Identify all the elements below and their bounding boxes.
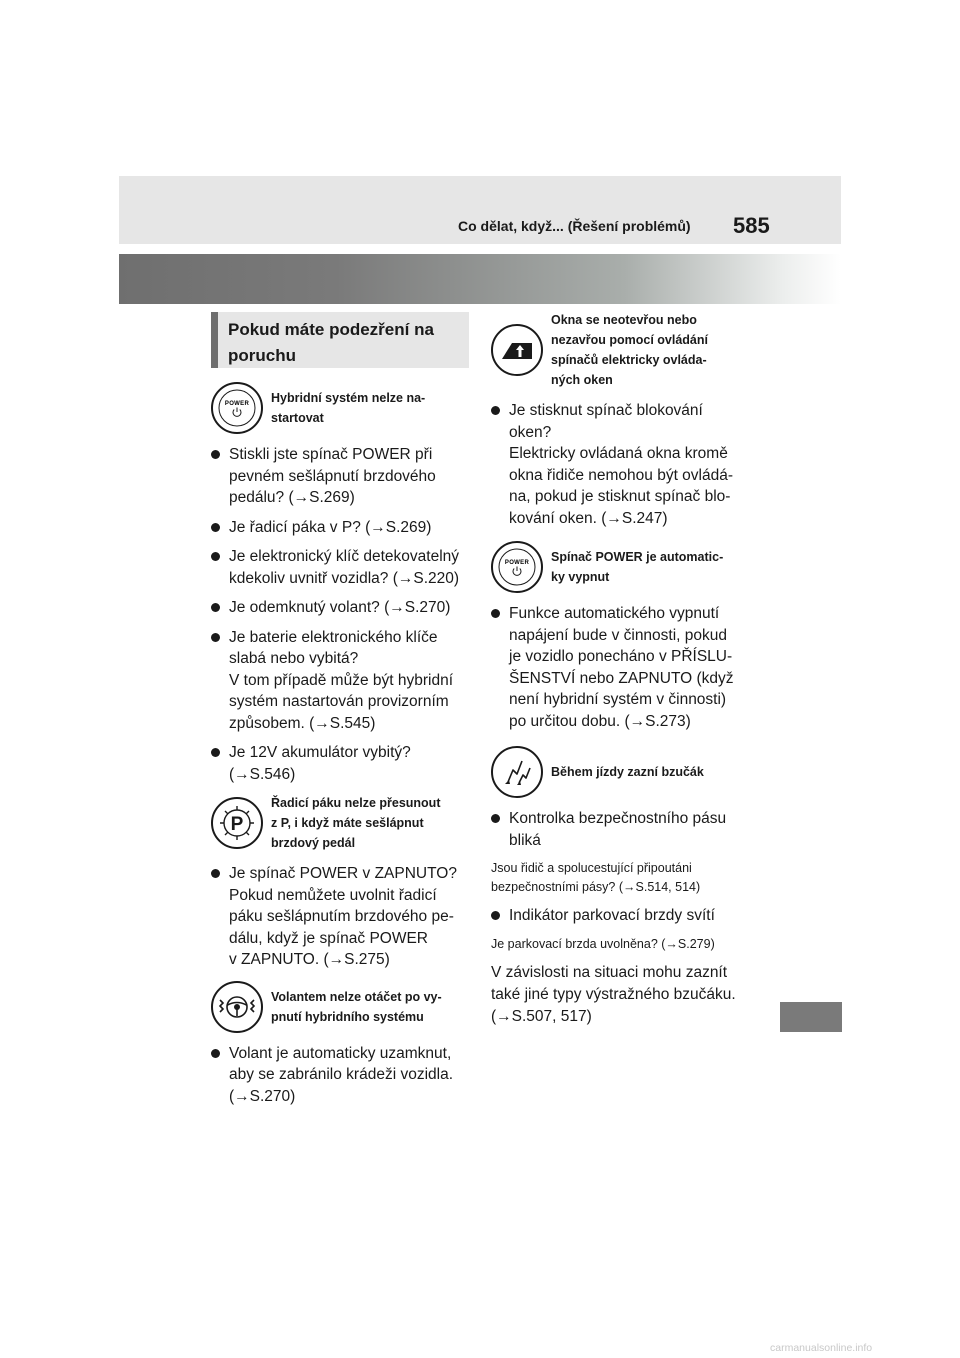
bullet-line: Je stisknut spínač blokování: [509, 402, 703, 419]
bullet-item: [491, 603, 759, 732]
section-heading: [211, 312, 469, 368]
subsection-label: [271, 388, 425, 428]
label-line: startovat: [271, 411, 324, 425]
bullet-line: Stiskli jste spínač POWER při: [229, 446, 433, 463]
power-button-icon: [211, 382, 263, 434]
bullet-line: Volant je automaticky uzamknut,: [229, 1044, 452, 1062]
bullet-line: okna řidiče nemohou být ovládá-: [509, 466, 734, 484]
subsection-label: [551, 547, 723, 587]
bullet-item: [211, 742, 473, 785]
bullet-line: (→S.546): [229, 765, 296, 783]
label-line: pnutí hybridního systému: [271, 1009, 424, 1024]
bullet-line: Je řadicí páka v P? (→S.269): [229, 518, 432, 536]
bullet-line: Je elektronický klíč detekovatelný: [229, 548, 460, 565]
label-line: spínačů elektricky ovláda-: [551, 353, 707, 367]
bullet-item: [211, 627, 473, 735]
bullet-item: [211, 444, 473, 509]
bullet-line: slabá nebo vybitá?: [229, 650, 359, 667]
bullet-line: (→S.270): [229, 1087, 296, 1105]
bullet-line: způsobem. (→S.545): [229, 714, 376, 732]
bullet-list: [211, 1043, 473, 1108]
bullet-item: [211, 546, 473, 589]
bullet-line: ŠENSTVÍ nebo ZAPNUTO (když: [509, 669, 734, 687]
bullet-line: aby se zabránilo krádeži vozidla.: [229, 1066, 454, 1083]
bullet-line: systém nastartován provizorním: [229, 693, 449, 710]
label-line: ných oken: [551, 373, 613, 387]
bullet-line: není hybridní systém v činnosti): [509, 691, 727, 708]
steering-wheel-lock-icon: [211, 981, 263, 1033]
subsection-label: [271, 987, 442, 1027]
label-line: Spínač POWER je automatic-: [551, 550, 724, 564]
p-letter: P: [230, 814, 244, 835]
label-line: Volantem nelze otáčet po vy-: [271, 989, 442, 1004]
bullet-item: [211, 1043, 473, 1108]
bullet-list: [491, 400, 759, 529]
note-line: bezpečnostními pásy? (→S.514, 514): [491, 880, 701, 894]
bullet-line: pedálu? (→S.269): [229, 489, 355, 506]
note-line: Jsou řidič a spolucestující připoutáni: [491, 861, 692, 875]
label-line: ky vypnut: [551, 570, 610, 584]
bullet-line: Pokud nemůžete uvolnit řadicí: [229, 886, 437, 904]
bullet-list: [491, 603, 759, 732]
right-column: [491, 310, 759, 1028]
bullet-line: dálu, když je spínač POWER: [229, 929, 428, 947]
subsection-buzzer: [491, 746, 759, 798]
bullet-item: [491, 400, 759, 529]
chapter-side-tab: [780, 1002, 842, 1032]
power-window-icon: [491, 324, 543, 376]
section-heading-line2: poruchu: [228, 346, 296, 365]
subsection-hybrid-not-start: [211, 382, 473, 434]
watermark: carmanualsonline.info: [770, 1342, 873, 1354]
power-icon-text: POWER: [504, 560, 530, 566]
para-line: (→S.507, 517): [491, 1007, 592, 1025]
bullet-item: [211, 863, 473, 971]
bullet-line: oken?: [509, 423, 552, 441]
subsection-shift-lever: [211, 793, 473, 853]
left-column: [211, 376, 473, 1115]
bullet-line: páku sešlápnutím brzdového pe-: [229, 908, 454, 925]
bullet-line: bliká: [509, 831, 541, 849]
power-button-icon: [491, 541, 543, 593]
bullet-line: Je odemknutý volant? (→S.270): [229, 599, 451, 616]
bullet-item: [211, 597, 473, 619]
label-line: brzdový pedál: [271, 836, 356, 850]
header-title: Co dělat, když... (Řešení problémů): [458, 218, 691, 234]
bullet-line: kování oken. (→S.247): [509, 509, 668, 527]
bullet-line: po určitou dobu. (→S.273): [509, 712, 691, 730]
note-seatbelt: [491, 859, 759, 897]
bullet-line: pevném sešlápnutí brzdového: [229, 467, 436, 485]
shift-lever-p-icon: [211, 797, 263, 849]
bullet-list: [211, 444, 473, 785]
bullet-list: [491, 905, 759, 927]
bullet-line: v ZAPNUTO. (→S.275): [229, 951, 390, 968]
bullet-line: V tom případě může být hybridní: [229, 671, 454, 689]
note-parking-brake: Je parkovací brzda uvolněna? (→S.279): [491, 936, 715, 951]
label-line: Okna se neotevřou nebo: [551, 313, 697, 327]
subsection-label: [271, 793, 440, 853]
bullet-line: Funkce automatického vypnutí: [509, 605, 720, 622]
bullet-item: [491, 808, 759, 851]
bullet-line: Je spínač POWER v ZAPNUTO?: [229, 865, 457, 882]
bullet-list: [491, 808, 759, 851]
bullet-item: [211, 517, 473, 539]
buzzer-paragraph: [491, 962, 759, 1028]
bullet-line: je vozidlo ponecháno v PŘÍSLU-: [509, 648, 733, 665]
para-line: také jiné typy výstražného bzučáku.: [491, 985, 736, 1003]
bullet-line: Elektricky ovládaná okna kromě: [509, 445, 728, 462]
label-line: Řadicí páku nelze přesunout: [271, 796, 441, 810]
subsection-power-off: [491, 541, 759, 593]
label-line: nezavřou pomocí ovládání: [551, 333, 708, 347]
bullet-line: Indikátor parkovací brzdy svítí: [509, 907, 715, 924]
chapter-gradient-band: [119, 254, 841, 304]
para-line: V závislosti na situaci mohu zaznít: [491, 963, 728, 981]
label-line: z P, i když máte sešlápnut: [271, 816, 424, 830]
subsection-steering-lock: [211, 981, 473, 1033]
buzzer-icon: [491, 746, 543, 798]
subsection-windows: [491, 310, 759, 390]
bullet-line: kdekoliv uvnitř vozidla? (→S.220): [229, 569, 460, 587]
subsection-label: Během jízdy zazní bzučák: [551, 765, 704, 779]
label-line: Hybridní systém nelze na-: [271, 391, 426, 405]
subsection-label: [551, 310, 708, 390]
power-icon-text: POWER: [224, 401, 250, 407]
bullet-line: napájení bude v činnosti, pokud: [509, 626, 728, 644]
bullet-line: na, pokud je stisknut spínač blo-: [509, 488, 731, 505]
bullet-line: Je 12V akumulátor vybitý?: [229, 744, 411, 761]
bullet-line: Kontrolka bezpečnostního pásu: [509, 810, 727, 827]
page-number: 585: [733, 213, 770, 238]
section-heading-line1: Pokud máte podezření na: [228, 320, 434, 339]
bullet-line: Je baterie elektronického klíče: [229, 628, 438, 646]
bullet-list: [211, 863, 473, 971]
bullet-item: [491, 905, 759, 927]
